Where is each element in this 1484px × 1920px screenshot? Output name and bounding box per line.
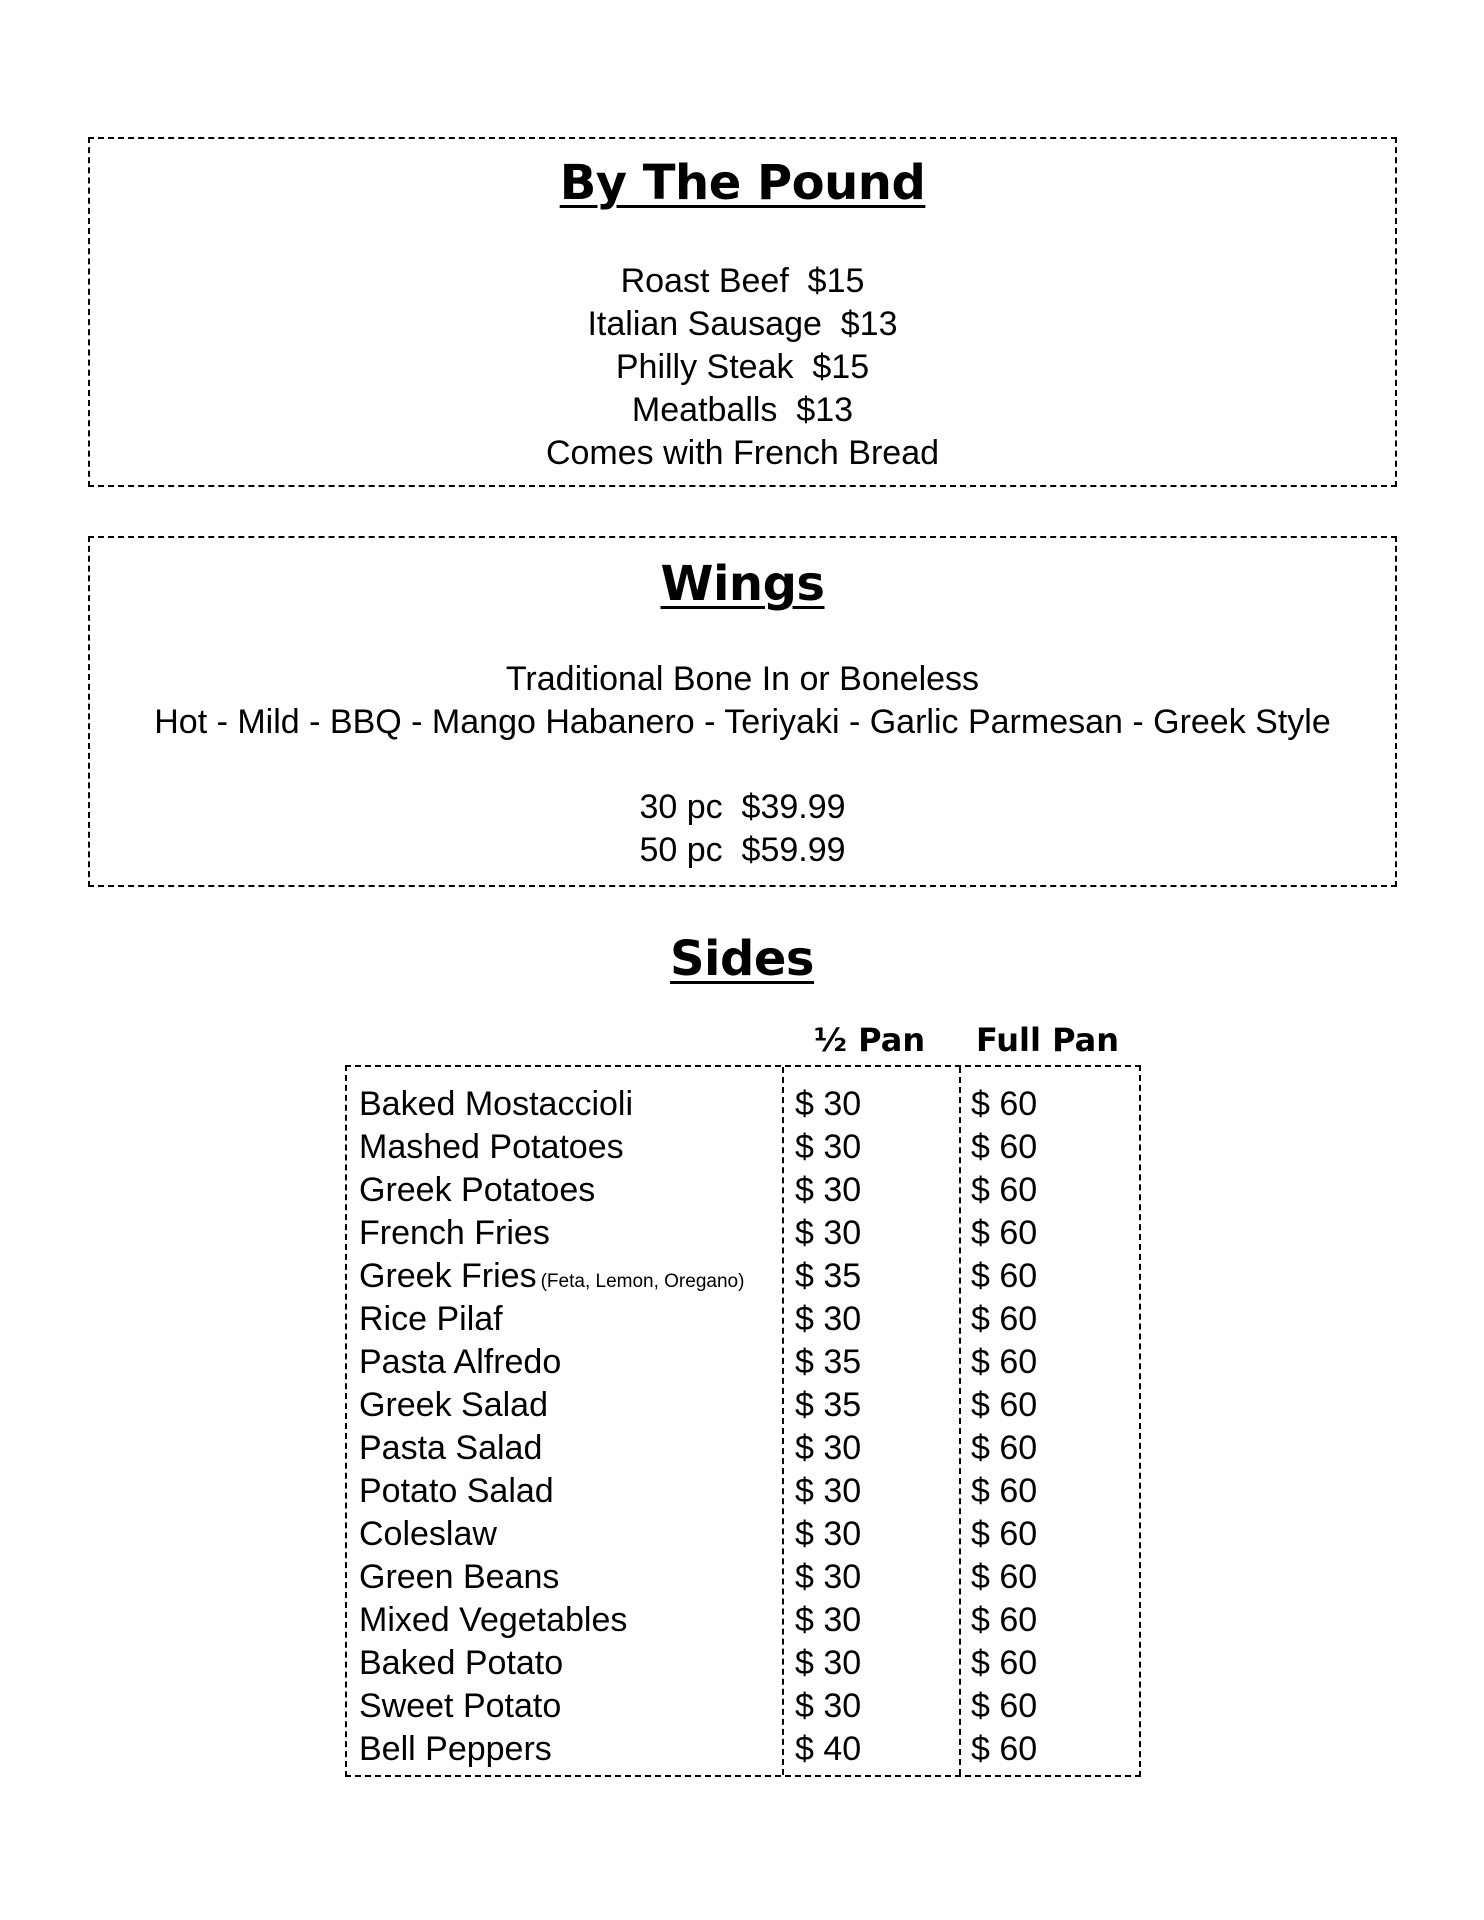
table-row — [347, 1427, 1139, 1470]
full-pan-price: $ 60 — [971, 1515, 1038, 1553]
half-pan-price: $ 35 — [795, 1386, 862, 1424]
full-pan-price: $ 60 — [971, 1343, 1038, 1381]
side-note: (Feta, Lemon, Oregano) — [540, 1271, 745, 1292]
side-name — [359, 1298, 503, 1341]
side-name — [359, 1212, 550, 1255]
wings-style: Traditional Bone In or Boneless — [505, 660, 980, 698]
table-row — [347, 1642, 1139, 1685]
table-row — [347, 1599, 1139, 1642]
full-pan-price: $ 60 — [971, 1429, 1038, 1467]
table-row — [347, 1470, 1139, 1513]
by-the-pound-title: By The Pound — [559, 155, 926, 211]
wings-flavors: Hot - Mild - BBQ - Mango Habanero - Teriyaki - Garlic Parmesan - Greek Style — [154, 703, 1331, 741]
table-row — [347, 1169, 1139, 1212]
full-pan-price: $ 60 — [971, 1171, 1038, 1209]
half-pan-price: $ 30 — [795, 1128, 862, 1166]
side-name — [359, 1169, 595, 1212]
pound-note-french-bread: Comes with French Bread — [545, 434, 940, 472]
half-pan-price: $ 35 — [795, 1343, 862, 1381]
wings-description — [90, 658, 1395, 744]
table-row — [347, 1556, 1139, 1599]
side-name-text: Bell Peppers — [359, 1730, 552, 1768]
by-the-pound-items — [90, 260, 1395, 475]
side-name — [359, 1384, 548, 1427]
side-name-text: Coleslaw — [359, 1515, 497, 1553]
pound-item-philly-steak: Philly Steak $15 — [615, 348, 870, 386]
half-pan-header: ½ Pan — [813, 1021, 926, 1059]
half-pan-price: $ 30 — [795, 1601, 862, 1639]
side-name-text: Mashed Potatoes — [359, 1128, 624, 1166]
half-pan-price: $ 30 — [795, 1214, 862, 1252]
full-pan-price: $ 60 — [971, 1558, 1038, 1596]
side-name — [359, 1083, 633, 1126]
half-pan-price: $ 30 — [795, 1515, 862, 1553]
full-pan-price: $ 60 — [971, 1730, 1038, 1768]
half-pan-price: $ 40 — [795, 1730, 862, 1768]
half-pan-price: $ 30 — [795, 1644, 862, 1682]
side-name-text: Greek Salad — [359, 1386, 548, 1424]
full-pan-price: $ 60 — [971, 1472, 1038, 1510]
table-row — [347, 1685, 1139, 1728]
side-name — [359, 1728, 552, 1771]
side-name — [359, 1685, 561, 1728]
side-name-text: French Fries — [359, 1214, 550, 1252]
side-name-text: Baked Mostaccioli — [359, 1085, 634, 1123]
full-pan-price: $ 60 — [971, 1128, 1038, 1166]
side-name-text: Mixed Vegetables — [359, 1601, 628, 1639]
half-pan-price: $ 30 — [795, 1171, 862, 1209]
pound-item-roast-beef: Roast Beef $15 — [620, 262, 865, 300]
side-name — [359, 1556, 559, 1599]
table-row — [347, 1341, 1139, 1384]
full-pan-price: $ 60 — [971, 1214, 1038, 1252]
full-pan-price: $ 60 — [971, 1085, 1038, 1123]
side-name-text: Green Beans — [359, 1558, 560, 1596]
full-pan-price: $ 60 — [971, 1644, 1038, 1682]
table-row — [347, 1212, 1139, 1255]
full-pan-price: $ 60 — [971, 1386, 1038, 1424]
sides-table — [345, 1065, 1141, 1777]
side-name-text: Rice Pilaf — [359, 1300, 503, 1338]
side-name-text: Potato Salad — [359, 1472, 554, 1510]
pound-item-italian-sausage: Italian Sausage $13 — [587, 305, 898, 343]
side-name — [359, 1341, 561, 1384]
half-pan-price: $ 30 — [795, 1300, 862, 1338]
wings-price-30pc: 30 pc $39.99 — [639, 788, 846, 826]
side-name-text: Greek Fries — [359, 1257, 537, 1295]
full-pan-price: $ 60 — [971, 1601, 1038, 1639]
side-name — [359, 1642, 563, 1685]
half-pan-price: $ 30 — [795, 1429, 862, 1467]
side-name — [359, 1126, 624, 1169]
pound-item-meatballs: Meatballs $13 — [631, 391, 854, 429]
table-row — [347, 1384, 1139, 1427]
wings-title: Wings — [660, 556, 825, 612]
table-row — [347, 1728, 1139, 1771]
half-pan-price: $ 30 — [795, 1472, 862, 1510]
half-pan-price: $ 30 — [795, 1687, 862, 1725]
wings-prices — [90, 786, 1395, 872]
side-name — [359, 1513, 497, 1556]
full-pan-price: $ 60 — [971, 1687, 1038, 1725]
wings-price-50pc: 50 pc $59.99 — [639, 831, 846, 869]
side-name-text: Greek Potatoes — [359, 1171, 596, 1209]
side-name-text: Sweet Potato — [359, 1687, 562, 1725]
side-name-text: Pasta Alfredo — [359, 1343, 562, 1381]
full-pan-price: $ 60 — [971, 1300, 1038, 1338]
side-name — [359, 1255, 744, 1303]
side-name — [359, 1470, 554, 1513]
table-row — [347, 1298, 1139, 1341]
half-pan-price: $ 30 — [795, 1085, 862, 1123]
table-row — [347, 1513, 1139, 1556]
side-name — [359, 1427, 542, 1470]
side-name — [359, 1599, 627, 1642]
sides-title: Sides — [669, 931, 814, 987]
half-pan-price: $ 35 — [795, 1257, 862, 1295]
full-pan-header: Full Pan — [975, 1021, 1120, 1059]
wings-section — [88, 536, 1397, 887]
table-row — [347, 1083, 1139, 1126]
side-name-text: Pasta Salad — [359, 1429, 543, 1467]
table-row — [347, 1255, 1139, 1298]
half-pan-price: $ 30 — [795, 1558, 862, 1596]
by-the-pound-section — [88, 137, 1397, 487]
full-pan-price: $ 60 — [971, 1257, 1038, 1295]
side-name-text: Baked Potato — [359, 1644, 564, 1682]
table-row — [347, 1126, 1139, 1169]
